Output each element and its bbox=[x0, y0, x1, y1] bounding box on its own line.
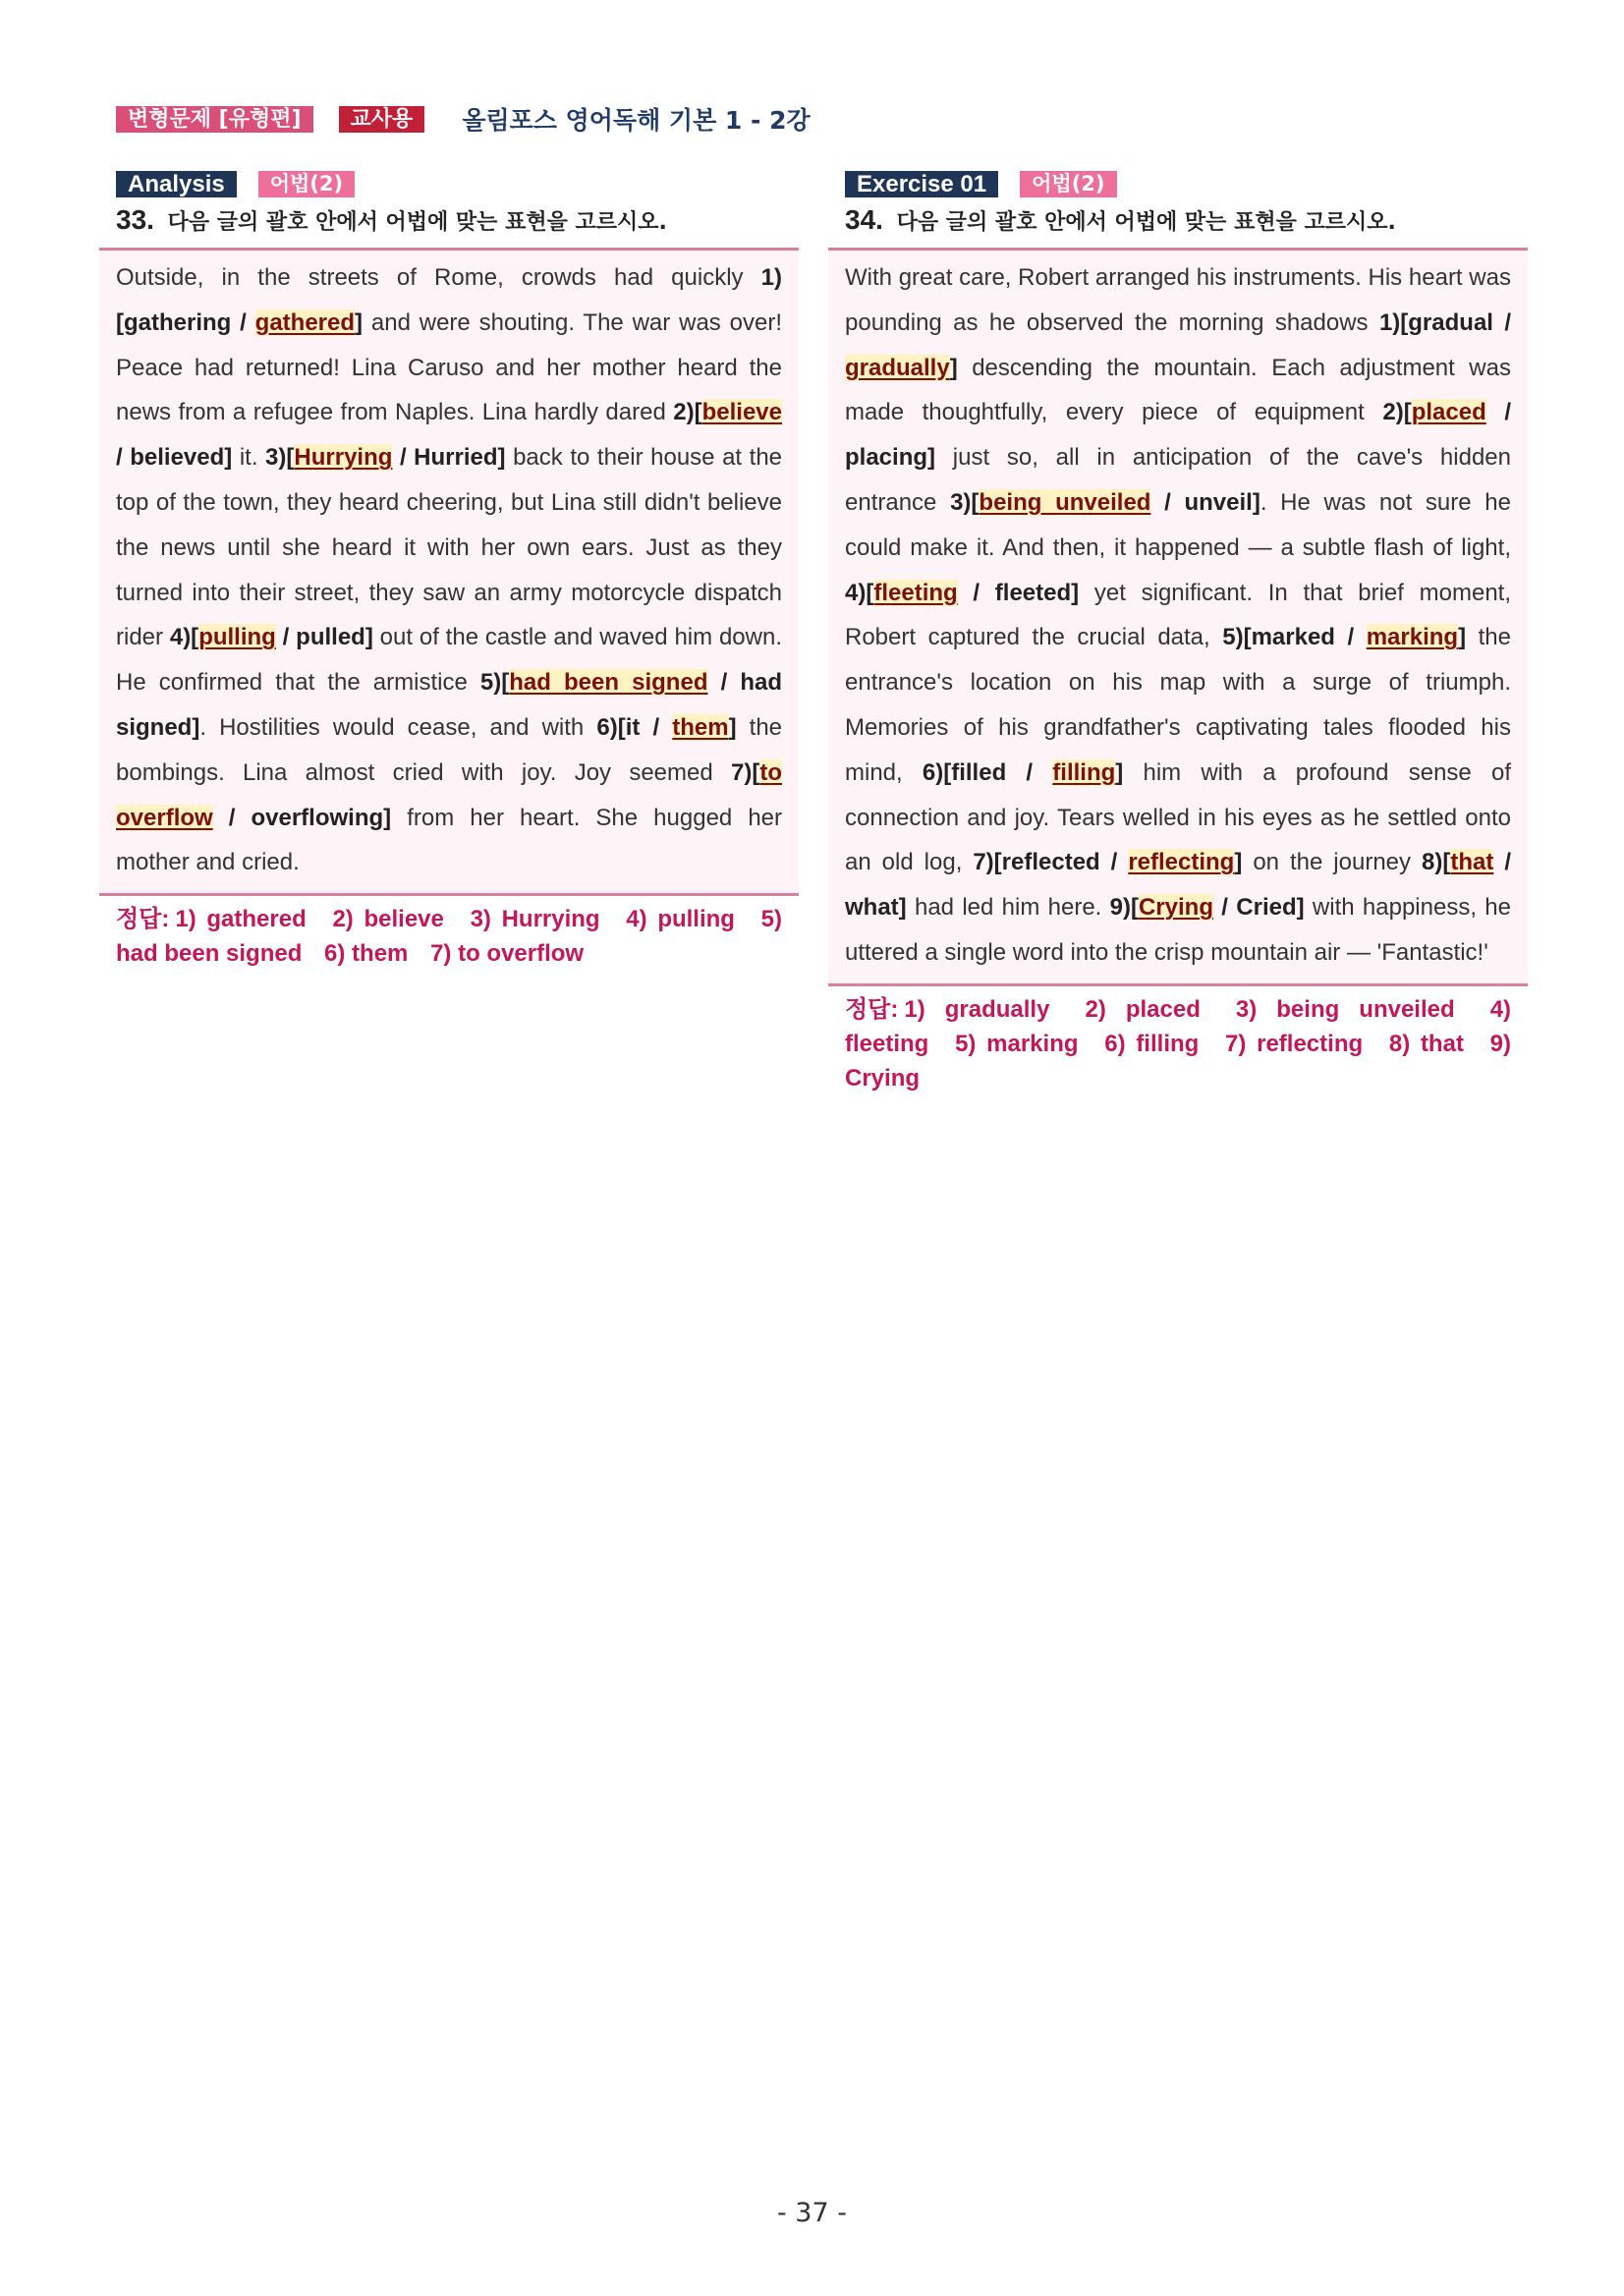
section-labels bbox=[828, 169, 1528, 198]
teacher-tag: 교사용 bbox=[339, 106, 425, 133]
category-label: 어법(2) bbox=[258, 171, 355, 197]
answer-item: 2) placed bbox=[1085, 995, 1201, 1023]
answer-item: 3) being unveiled bbox=[1235, 995, 1455, 1023]
answer-item: 2) believe bbox=[332, 906, 444, 933]
answer-item: 5) had been signed bbox=[116, 906, 782, 968]
answer-key bbox=[828, 986, 1528, 1095]
analysis-column bbox=[99, 169, 799, 971]
page-header bbox=[116, 104, 811, 134]
page-number: - 37 - bbox=[776, 2198, 847, 2228]
question-text: 다음 글의 괄호 안에서 어법에 맞는 표현을 고르시오. bbox=[896, 210, 1396, 235]
exercise-column bbox=[828, 169, 1528, 1095]
answer-item: 4) pulling bbox=[626, 906, 735, 933]
answer-label: 정답: bbox=[116, 906, 170, 933]
question-number: 33. bbox=[116, 204, 154, 235]
answer-key bbox=[99, 896, 799, 971]
question-line bbox=[99, 198, 799, 242]
answer-item: 4) fleeting bbox=[845, 995, 1512, 1057]
answer-item: 7) reflecting bbox=[1225, 1030, 1364, 1057]
answer-label: 정답: bbox=[845, 995, 899, 1023]
section-labels bbox=[99, 169, 799, 198]
answer-item: 1) gradually bbox=[904, 995, 1050, 1023]
passage: With great care, Robert arranged his instruments. His heart was pounding as he observed the morning shadows 1)[gradual / gradually] descending the mountain. Each adjustment was made thoughtfully, every piece of equipment 2)[placed / placing] just so, all in anticipation of the cave's hidden entrance 3)[being unveiled / unveil]. He was not sure he could make it. And then, it happened — a subtle flash of light, 4)[fleeting / fleeted] yet significant. In that brief moment, Robert captured the crucial data, 5)[marked / marking] the entrance's location on his map with a surge of triumph. Memories of his grandfather's captivating tales flooded his mind, 6)[filled / filling] him with a profound sense of connection and joy. Tears welled in his eyes as he settled onto an old log, 7)[reflected / reflecting] on the journey 8)[that / what] had led him here. 9)[Crying / Cried] with happiness, he uttered a single word into the crisp mountain air — 'Fantastic!' bbox=[828, 248, 1528, 986]
answer-item: 5) marking bbox=[955, 1030, 1079, 1057]
passage: Outside, in the streets of Rome, crowds had quickly 1)[gathering / gathered] and were shouting. The war was over! Peace had returned! Lina Caruso and her mother heard the news from a refugee from Naples. Lina hardly dared 2)[believe / believed] it. 3)[Hurrying / Hurried] back to their house at the top of the town, they heard cheering, but Lina still didn't believe the news until she heard it with her own ears. Just as they turned into their street, they saw an army motorcycle dispatch rider 4)[pulling / pulled] out of the castle and waved him down. He confirmed that the armistice 5)[had been signed / had signed]. Hostilities would cease, and with 6)[it / them] the bombings. Lina almost cried with joy. Joy seemed 7)[to overflow / overflowing] from her heart. She hugged her mother and cried. bbox=[99, 248, 799, 896]
book-title: 올림포스 영어독해 기본 1 - 2강 bbox=[462, 106, 811, 135]
answer-item: 9) Crying bbox=[845, 1030, 1512, 1092]
type-tag: 변형문제 [유형편] bbox=[116, 106, 313, 133]
section-label: Analysis bbox=[116, 171, 237, 197]
section-label: Exercise 01 bbox=[845, 171, 998, 197]
category-label: 어법(2) bbox=[1020, 171, 1116, 197]
answer-item: 1) gathered bbox=[175, 906, 307, 933]
question-line bbox=[828, 198, 1528, 242]
answer-item: 7) to overflow bbox=[430, 940, 585, 968]
answer-item: 3) Hurrying bbox=[470, 906, 600, 933]
answer-item: 6) them bbox=[324, 940, 409, 968]
answer-item: 8) that bbox=[1388, 1030, 1464, 1057]
question-text: 다음 글의 괄호 안에서 어법에 맞는 표현을 고르시오. bbox=[167, 210, 667, 235]
question-number: 34. bbox=[845, 204, 883, 235]
answer-item: 6) filling bbox=[1104, 1030, 1200, 1057]
